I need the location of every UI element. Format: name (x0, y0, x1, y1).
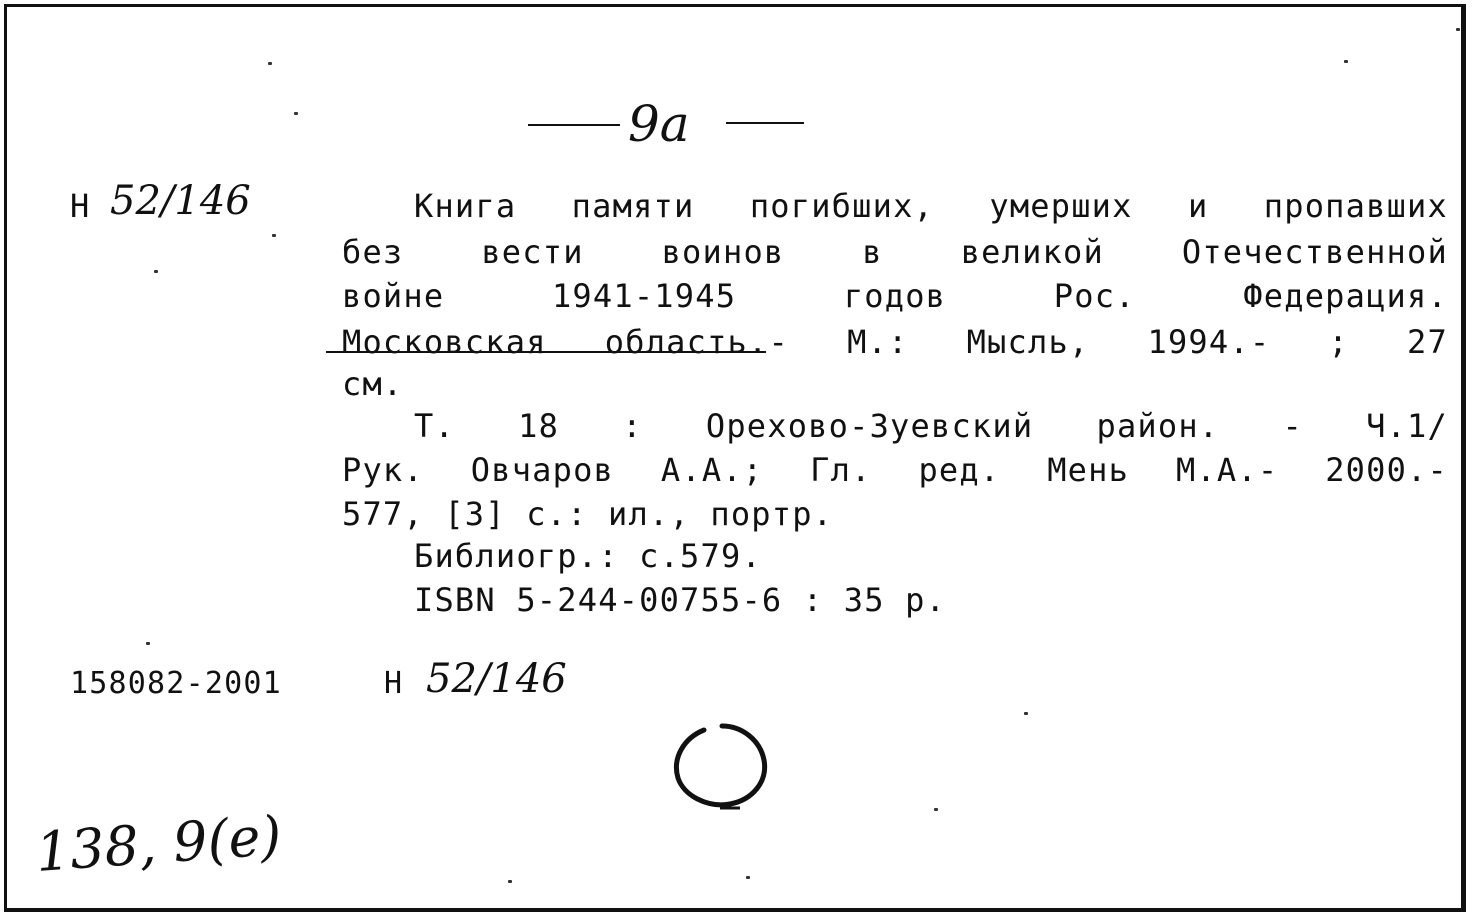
entry-word: А.А.; (660, 451, 764, 489)
top-mark-left-dash (528, 124, 620, 126)
top-mark-right-dash (726, 122, 804, 124)
bottom-handwritten-note: 138, 9(e) (33, 803, 284, 884)
entry-word: Рос. (1053, 277, 1136, 315)
scan-speck (1024, 712, 1028, 715)
entry-line-8: 577, [3] с.: ил., портр. (342, 495, 834, 533)
entry-word: великой (960, 233, 1104, 271)
entry-word: годов (843, 277, 947, 315)
entry-word: 2000.- (1325, 451, 1448, 489)
entry-word: 1941-1945 (551, 277, 737, 315)
entry-word: умерших (989, 187, 1133, 225)
entry-word: Мень (1047, 451, 1130, 489)
scan-speck (294, 112, 298, 115)
scan-speck (1344, 60, 1348, 63)
entry-word: пропавших (1263, 187, 1448, 225)
entry-word: в (862, 233, 883, 271)
scan-speck (154, 270, 158, 273)
entry-word: 18 (518, 407, 560, 445)
entry-word: Т. (414, 407, 455, 445)
entry-word: Ч.1/ (1366, 407, 1448, 445)
entry-word: Мысль, (966, 323, 1090, 361)
scan-speck (272, 234, 276, 237)
entry-line-7 (342, 448, 1448, 492)
region-underline (326, 351, 766, 353)
scan-speck (508, 880, 512, 883)
scan-speck (934, 808, 938, 811)
entry-line-4 (342, 320, 1448, 364)
bibliography-note: Библиогр.: с.579. (414, 537, 762, 575)
entry-word: : (622, 407, 643, 445)
entry-word: - (1282, 407, 1303, 445)
entry-word: М.А.- (1175, 451, 1279, 489)
entry-line-1 (414, 184, 1448, 228)
entry-line-5: см. (342, 365, 404, 403)
top-mark: 9a (628, 95, 690, 153)
scan-speck (1456, 28, 1460, 31)
stamp-circle-icon (664, 716, 776, 816)
entry-word: вести (481, 233, 584, 271)
accession-shelf: 52/146 (426, 656, 567, 702)
entry-word: памяти (571, 187, 695, 225)
accession-prefix: Н (384, 666, 404, 701)
scan-speck (268, 62, 272, 65)
entry-word: Овчаров (470, 451, 615, 489)
entry-word: воинов (661, 233, 785, 271)
entry-word: ; (1328, 323, 1349, 361)
entry-word: погибших, (749, 187, 935, 225)
entry-word: 1994.- (1147, 323, 1271, 361)
entry-line-3 (342, 274, 1448, 318)
entry-word: Рук. (342, 451, 424, 489)
entry-word: район. (1096, 407, 1220, 445)
entry-word: ред. (918, 451, 1001, 489)
entry-word: Отечественной (1181, 233, 1448, 271)
entry-word: Гл. (810, 451, 872, 489)
entry-word: без (342, 233, 404, 271)
entry-word: Книга (414, 187, 517, 225)
entry-word: область.- (604, 323, 789, 361)
entry-word: М.: (847, 323, 909, 361)
entry-line-2 (342, 230, 1448, 274)
entry-word: 27 (1406, 323, 1448, 361)
entry-word: Московская (342, 323, 547, 361)
entry-word: и (1187, 187, 1209, 225)
entry-line-6 (414, 404, 1448, 448)
accession-number: 158082-2001 (70, 666, 282, 701)
shelfmark-number: 52/146 (110, 178, 251, 224)
entry-word: Орехово-Зуевский (705, 407, 1034, 445)
entry-word: Федерация. (1243, 277, 1448, 315)
shelfmark-prefix: Н (70, 187, 91, 225)
scan-speck (146, 642, 150, 645)
scan-speck (746, 876, 750, 879)
isbn-price: ISBN 5-244-00755-6 : 35 р. (414, 581, 947, 619)
entry-word: войне (342, 277, 445, 315)
